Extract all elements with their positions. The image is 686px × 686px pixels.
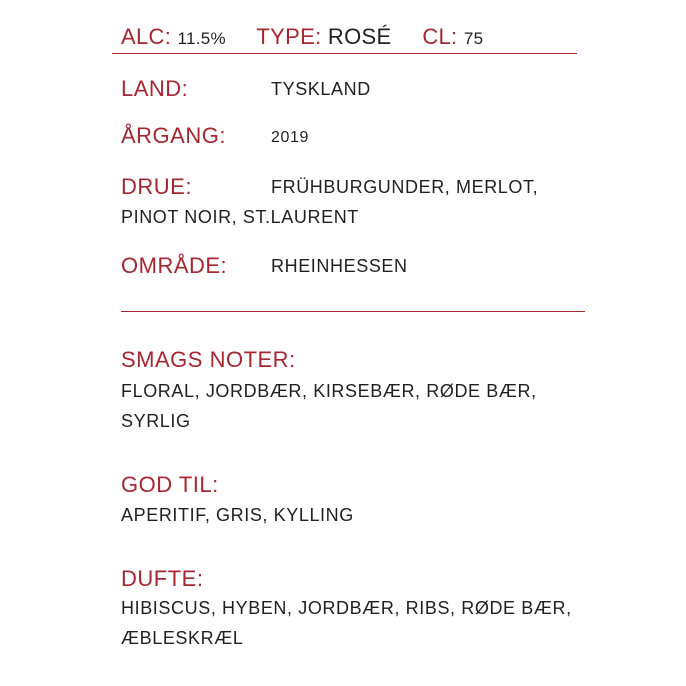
alc-label: ALC: — [121, 24, 172, 49]
drue-label: DRUE: — [121, 174, 192, 199]
smags-noter-heading: SMAGS NOTER: — [121, 347, 296, 372]
land-label: LAND: — [121, 76, 189, 101]
cl-value: 75 — [463, 29, 484, 48]
god-til-heading: GOD TIL: — [121, 472, 219, 497]
aargang-value: 2019 — [271, 129, 309, 146]
top-divider — [112, 53, 577, 54]
smags-noter-text: FLORAL, JORDBÆR, KIRSEBÆR, RØDE BÆR, SYRLIG — [121, 381, 537, 431]
cl-label: CL: — [422, 24, 458, 49]
type-value: ROSÉ — [327, 24, 392, 49]
type-label: TYPE: — [256, 24, 322, 49]
drue-value-line2: PINOT NOIR, ST.LAURENT — [121, 207, 359, 227]
drue-value-line1: FRÜHBURGUNDER, MERLOT, — [271, 177, 539, 197]
dufte-text: HIBISCUS, HYBEN, JORDBÆR, RIBS, RØDE BÆR, ÆBLESKRÆL — [121, 598, 572, 648]
spec-header — [121, 24, 483, 50]
alc-value: 11.5% — [177, 29, 226, 48]
omraade-value: RHEINHESSEN — [271, 256, 408, 276]
omraade-label: OMRÅDE: — [121, 253, 228, 278]
god-til-text: APERITIF, GRIS, KYLLING — [121, 505, 354, 525]
dufte-heading: DUFTE: — [121, 566, 204, 591]
middle-divider — [121, 311, 585, 312]
aargang-label: ÅRGANG: — [121, 123, 226, 148]
land-value: TYSKLAND — [271, 79, 371, 99]
